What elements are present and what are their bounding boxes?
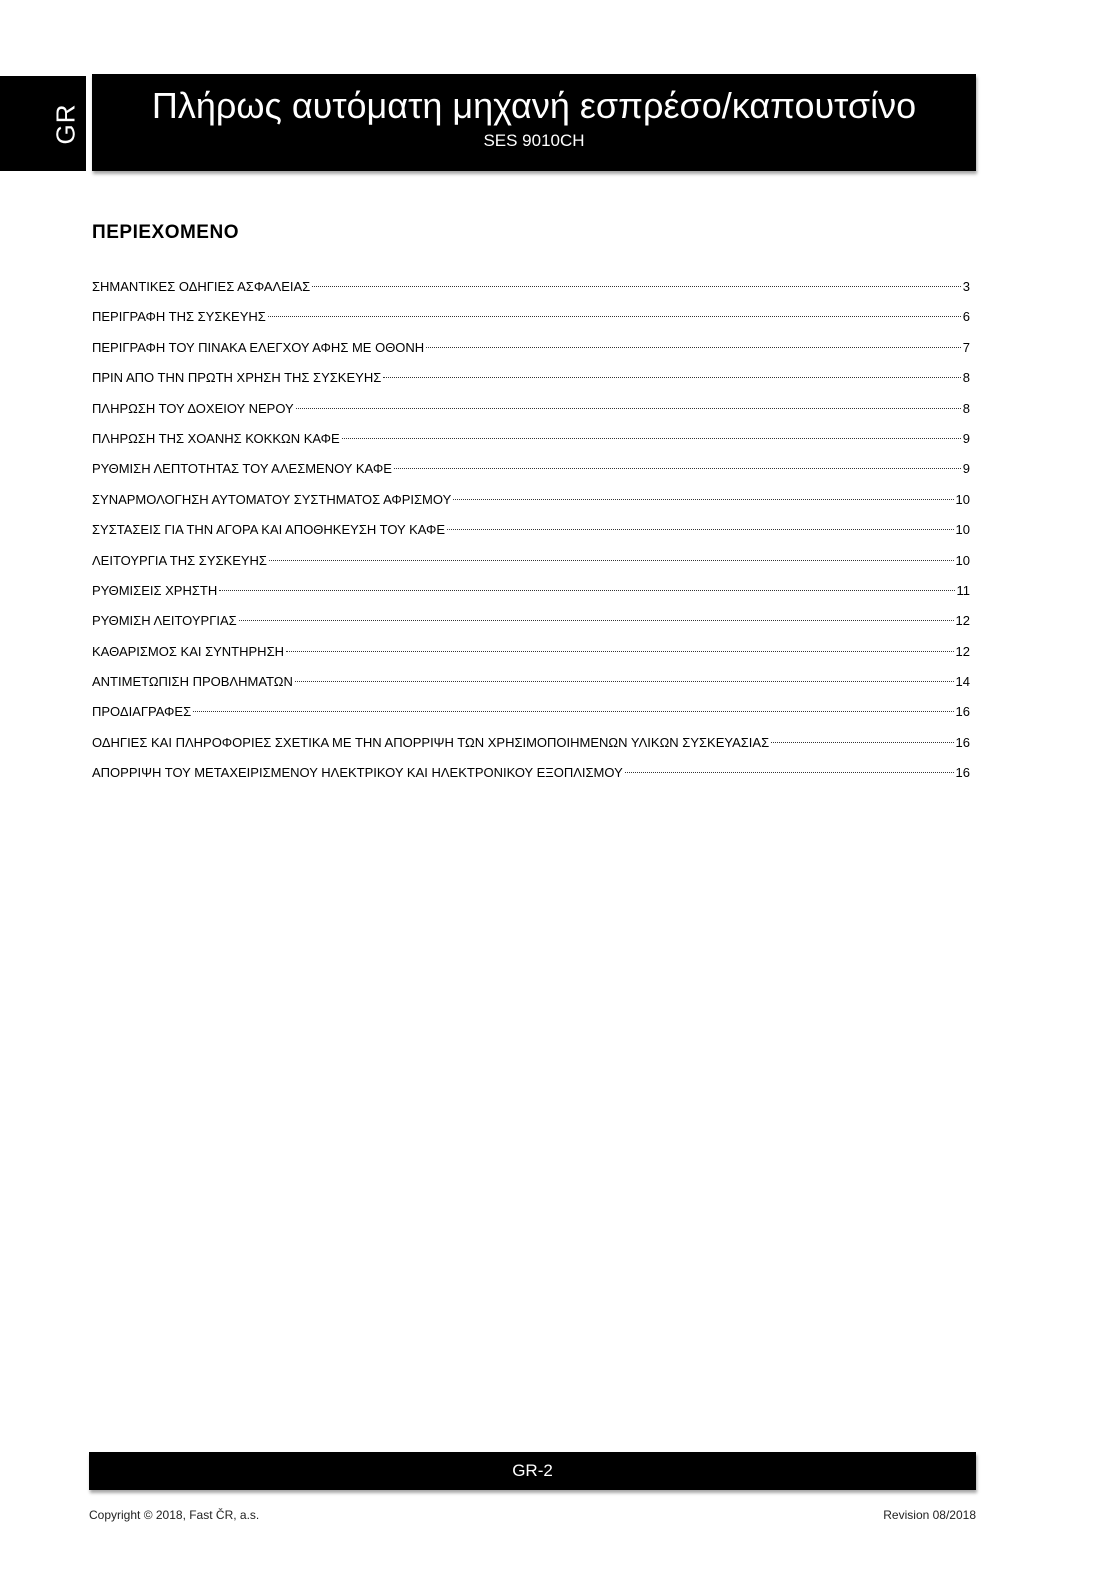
toc-entry[interactable] bbox=[92, 731, 970, 761]
dot-leader bbox=[219, 590, 954, 591]
toc-entry-title: ΡΥΘΜΙΣΗ ΛΕΙΤΟΥΡΓΙΑΣ bbox=[92, 613, 237, 629]
toc-entry-page: 6 bbox=[962, 309, 970, 325]
toc-entry-page: 3 bbox=[962, 279, 970, 294]
toc-entry-page: 7 bbox=[962, 339, 970, 355]
dot-leader bbox=[394, 468, 961, 469]
toc-entry-title: ΠΡΟΔΙΑΓΡΑΦΕΣ bbox=[92, 704, 192, 720]
table-of-contents bbox=[92, 275, 970, 792]
dot-leader bbox=[342, 438, 961, 439]
document-header bbox=[92, 74, 976, 171]
toc-entry[interactable] bbox=[92, 609, 970, 639]
toc-entry[interactable] bbox=[92, 579, 970, 609]
toc-entry[interactable] bbox=[92, 275, 970, 305]
toc-entry-page: 11 bbox=[956, 582, 970, 598]
toc-entry-title: ΠΕΡΙΓΡΑΦΗ ΤΟΥ ΠΙΝΑΚΑ ΕΛΕΓΧΟΥ ΑΦΗΣ ΜΕ ΟΘΟΝΗ bbox=[92, 339, 425, 355]
model-number: SES 9010CH bbox=[483, 131, 585, 150]
toc-entry-title: ΛΕΙΤΟΥΡΓΙΑ ΤΗΣ ΣΥΣΚΕΥΗΣ bbox=[92, 552, 267, 568]
toc-entry[interactable] bbox=[92, 518, 970, 548]
dot-leader bbox=[771, 742, 953, 743]
toc-entry-page: 16 bbox=[955, 734, 970, 750]
dot-leader bbox=[447, 529, 953, 530]
toc-entry-title: ΣΥΝΑΡΜΟΛΟΓΗΣΗ ΑΥΤΟΜΑΤΟΥ ΣΥΣΤΗΜΑΤΟΣ ΑΦΡΙΣΜΟΥ bbox=[92, 491, 452, 507]
toc-entry-title: ΑΝΤΙΜΕΤΩΠΙΣΗ ΠΡΟΒΛΗΜΑΤΩΝ bbox=[92, 674, 293, 690]
toc-entry[interactable] bbox=[92, 457, 970, 487]
dot-leader bbox=[268, 316, 961, 317]
toc-entry-page: 10 bbox=[955, 552, 970, 568]
page-number: GR-2 bbox=[512, 1461, 553, 1480]
toc-entry-title: ΠΕΡΙΓΡΑΦΗ ΤΗΣ ΣΥΣΚΕΥΗΣ bbox=[92, 309, 266, 325]
dot-leader bbox=[286, 651, 954, 652]
toc-entry-title: ΣΥΣΤΑΣΕΙΣ ΓΙΑ ΤΗΝ ΑΓΟΡΑ ΚΑΙ ΑΠΟΘΗΚΕΥΣΗ ΤΟΥ ΚΑΦΕ bbox=[92, 522, 446, 538]
toc-entry[interactable] bbox=[92, 336, 970, 366]
language-tab-label: GR bbox=[50, 103, 81, 145]
toc-entry-page: 9 bbox=[962, 461, 970, 477]
toc-entry-title: ΠΛΗΡΩΣΗ ΤΟΥ ΔΟΧΕΙΟΥ ΝΕΡΟΥ bbox=[92, 400, 294, 416]
dot-leader bbox=[383, 377, 961, 378]
toc-entry[interactable] bbox=[92, 670, 970, 700]
toc-entry[interactable] bbox=[92, 700, 970, 730]
toc-entry-page: 10 bbox=[955, 522, 970, 538]
toc-entry-page: 8 bbox=[962, 400, 970, 416]
language-tab bbox=[0, 76, 86, 171]
dot-leader bbox=[296, 408, 961, 409]
toc-entry[interactable] bbox=[92, 761, 970, 791]
toc-entry-title: ΡΥΘΜΙΣΗ ΛΕΠΤΟΤΗΤΑΣ ΤΟΥ ΑΛΕΣΜΕΝΟΥ ΚΑΦΕ bbox=[92, 461, 392, 477]
toc-entry-title: ΑΠΟΡΡΙΨΗ ΤΟΥ ΜΕΤΑΧΕΙΡΙΣΜΕΝΟΥ ΗΛΕΚΤΡΙΚΟΥ ΚΑΙ ΗΛΕΚΤΡΟΝΙΚΟΥ ΕΞΟΠΛΙΣΜΟΥ bbox=[92, 765, 623, 781]
toc-entry-title: ΡΥΘΜΙΣΕΙΣ ΧΡΗΣΤΗ bbox=[92, 582, 218, 598]
toc-entry[interactable] bbox=[92, 488, 970, 518]
dot-leader bbox=[453, 499, 953, 500]
toc-entry-page: 12 bbox=[955, 643, 970, 659]
toc-entry-title: ΠΛΗΡΩΣΗ ΤΗΣ ΧΟΑΝΗΣ ΚΟΚΚΩΝ ΚΑΦΕ bbox=[92, 430, 340, 446]
toc-entry-page: 12 bbox=[955, 613, 970, 629]
dot-leader bbox=[193, 711, 953, 712]
toc-entry[interactable] bbox=[92, 549, 970, 579]
document-title: Πλήρως αυτόματη μηχανή εσπρέσο/καπουτσίνο bbox=[151, 85, 917, 126]
toc-entry[interactable] bbox=[92, 366, 970, 396]
toc-entry-page: 8 bbox=[962, 370, 970, 386]
toc-entry-page: 14 bbox=[955, 674, 970, 690]
page-number-bar bbox=[89, 1452, 976, 1490]
dot-leader bbox=[269, 560, 954, 561]
toc-entry[interactable] bbox=[92, 397, 970, 427]
toc-entry-page: 16 bbox=[955, 704, 970, 720]
toc-entry[interactable] bbox=[92, 640, 970, 670]
toc-entry-title: ΟΔΗΓΙΕΣ ΚΑΙ ΠΛΗΡΟΦΟΡΙΕΣ ΣΧΕΤΙΚΑ ΜΕ ΤΗΝ ΑΠΟΡΡΙΨΗ ΤΩΝ ΧΡΗΣΙΜΟΠΟΙΗΜΕΝΩΝ ΥΛΙΚΩΝ ΣΥΣΚΕΥΑΣΙΑΣ bbox=[92, 734, 770, 750]
dot-leader bbox=[312, 286, 961, 287]
revision-text: Revision 08/2018 bbox=[883, 1508, 976, 1522]
toc-entry-page: 9 bbox=[962, 430, 970, 446]
dot-leader bbox=[625, 772, 954, 773]
dot-leader bbox=[426, 347, 961, 348]
toc-entry-title: ΠΡΙΝ ΑΠΟ ΤΗΝ ΠΡΩΤΗ ΧΡΗΣΗ ΤΗΣ ΣΥΣΚΕΥΗΣ bbox=[92, 370, 382, 386]
dot-leader bbox=[295, 681, 954, 682]
dot-leader bbox=[239, 620, 954, 621]
toc-entry-page: 16 bbox=[955, 765, 970, 781]
toc-heading: ΠΕΡΙΕΧΟΜΕΝΟ bbox=[92, 222, 239, 243]
toc-entry-title: ΚΑΘΑΡΙΣΜΟΣ ΚΑΙ ΣΥΝΤΗΡΗΣΗ bbox=[92, 643, 284, 659]
toc-entry-page: 10 bbox=[955, 491, 970, 507]
copyright-text: Copyright © 2018, Fast ČR, a.s. bbox=[89, 1508, 260, 1522]
toc-entry[interactable] bbox=[92, 305, 970, 335]
toc-entry[interactable] bbox=[92, 427, 970, 457]
toc-entry-title: ΣΗΜΑΝΤΙΚΕΣ ΟΔΗΓΙΕΣ ΑΣΦΑΛΕΙΑΣ bbox=[92, 279, 311, 294]
